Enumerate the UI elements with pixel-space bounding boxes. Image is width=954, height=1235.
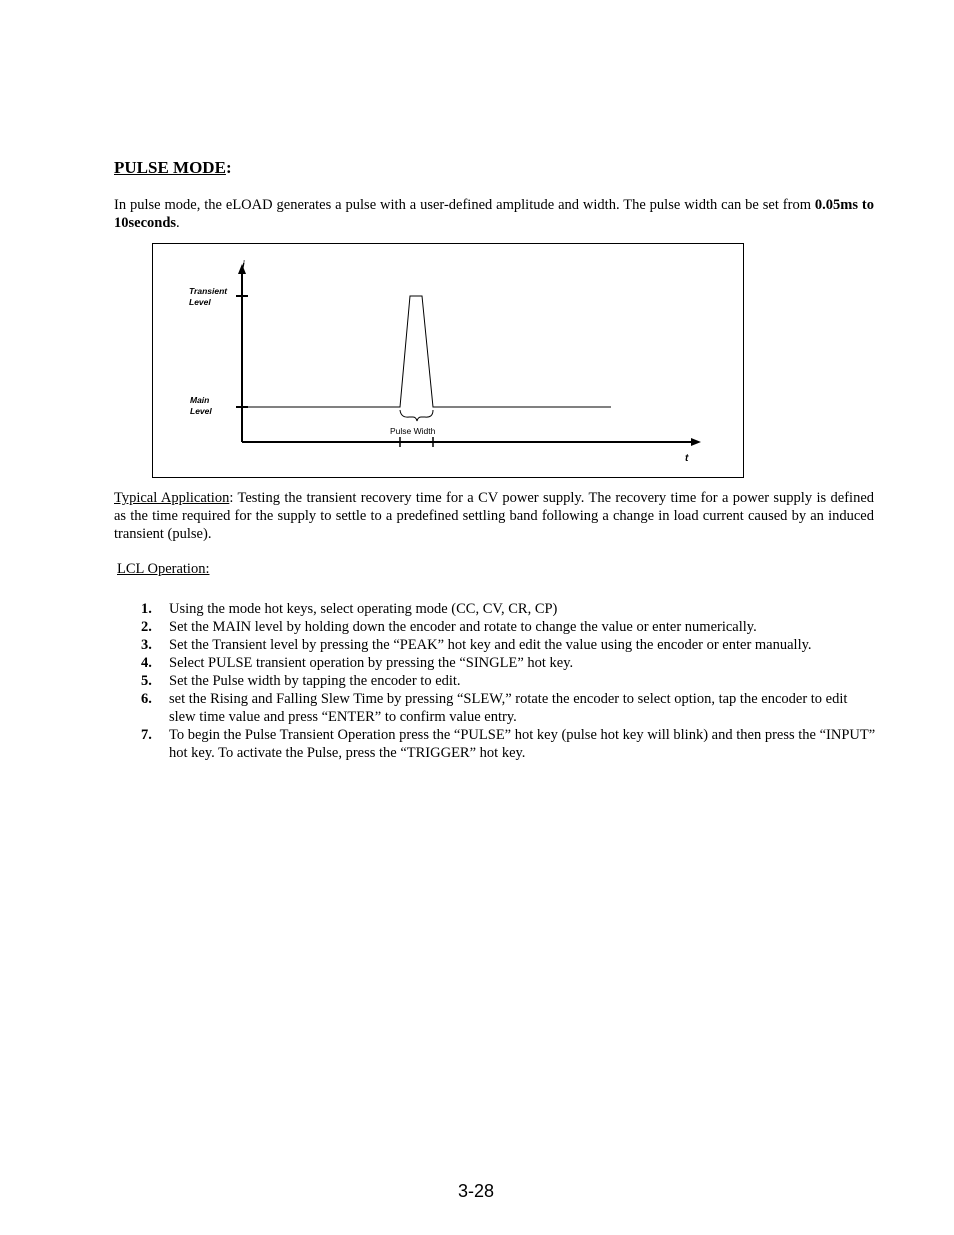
pulse-waveform: [242, 296, 611, 407]
step-text: Set the Pulse width by tapping the encoder to edit.: [169, 673, 461, 689]
section-title-colon: :: [225, 158, 232, 177]
list-item: [141, 690, 876, 726]
step-text: To begin the Pulse Transient Operation press the “PULSE” hot key (pulse hot key will blink) and then press the “INPUT” hot key. To activate the Pulse, press the “TRIGGER” hot key.: [169, 727, 876, 761]
step-number: 6.: [141, 691, 152, 707]
step-number: 1.: [141, 601, 152, 617]
step-number: 7.: [141, 727, 152, 743]
lcl-operation-label: LCL Operation:: [117, 561, 210, 577]
x-axis-arrow: [691, 438, 701, 446]
pulse-width-label: Pulse Width: [390, 426, 436, 436]
main-label-line1: Main: [190, 395, 210, 405]
intro-paragraph: [114, 196, 874, 232]
x-axis-label: t: [685, 453, 689, 464]
typical-application-text: : Testing the transient recovery time for a CV power supply. The recovery time for a power supply is defined as the time required for the supply to settle to a predefined settling band following a change in load current caused by an induced transient (pulse).: [114, 490, 875, 542]
intro-end: .: [176, 215, 180, 231]
pulse-width-brace: [400, 410, 433, 421]
typical-application-paragraph: [114, 489, 874, 543]
steps-list: [141, 600, 876, 762]
list-item: [141, 672, 876, 690]
typical-application-label: Typical Application: [114, 490, 230, 506]
lcl-operation-heading: [117, 560, 877, 578]
list-item: [141, 618, 876, 636]
section-title: PULSE MODE: [114, 158, 226, 177]
step-text: Select PULSE transient operation by pressing the “SINGLE” hot key.: [169, 655, 574, 671]
step-text: Using the mode hot keys, select operating mode (CC, CV, CR, CP): [169, 601, 558, 617]
list-item: [141, 600, 876, 618]
pulse-diagram-svg: [153, 244, 745, 479]
transient-label-line1: Transient: [189, 286, 228, 296]
step-text: set the Rising and Falling Slew Time by pressing “SLEW,” rotate the encoder to select option, tap the encoder to edit slew time value and press “ENTER” to confirm value entry.: [169, 691, 848, 725]
step-number: 5.: [141, 673, 152, 689]
transient-label-line2: Level: [189, 297, 211, 307]
step-number: 4.: [141, 655, 152, 671]
list-item: [141, 726, 876, 762]
step-number: 3.: [141, 637, 152, 653]
intro-range: 0.05ms to 10seconds: [114, 197, 874, 231]
step-text: Set the MAIN level by holding down the encoder and rotate to change the value or enter numerically.: [169, 619, 757, 635]
page-number: 3-28: [458, 1181, 495, 1201]
intro-text: In pulse mode, the eLOAD generates a pulse with a user-defined amplitude and width. The pulse width can be set from: [114, 197, 815, 213]
list-item: [141, 636, 876, 654]
y-axis-label: i: [242, 260, 245, 271]
step-number: 2.: [141, 619, 152, 635]
list-item: [141, 654, 876, 672]
main-label-line2: Level: [190, 406, 212, 416]
pulse-diagram: [152, 243, 744, 478]
section-heading: [114, 158, 232, 178]
step-text: Set the Transient level by pressing the “PEAK” hot key and edit the value using the encoder or enter manually.: [169, 637, 812, 653]
